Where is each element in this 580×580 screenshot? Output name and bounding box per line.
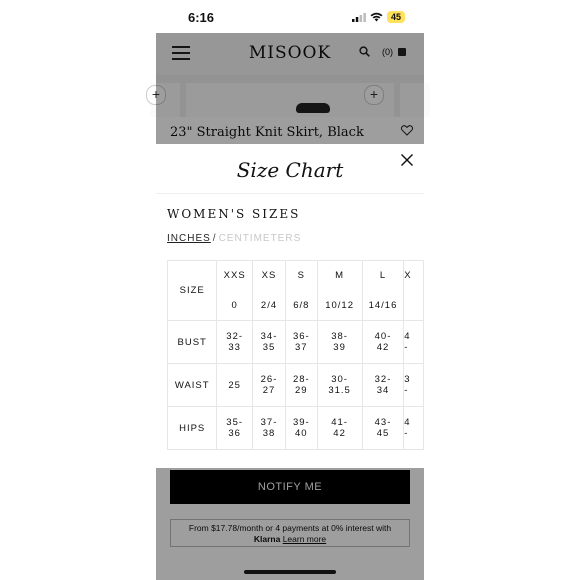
status-time: 6:16 [188, 10, 215, 25]
measure-cell: 43- 45 [362, 407, 404, 450]
size-chart-modal [156, 144, 424, 468]
modal-title: Size Chart [236, 158, 344, 182]
cart-count: (0) [382, 47, 393, 57]
wifi-icon [370, 12, 383, 22]
add-icon[interactable]: + [364, 85, 384, 105]
unit-inches-tab[interactable]: INCHES [167, 233, 211, 244]
measure-cell: 32- 34 [362, 364, 404, 407]
size-cell: XXS [217, 261, 253, 291]
modal-backdrop[interactable] [156, 468, 424, 580]
signal-icon [352, 13, 366, 22]
measure-cell: 38- 39 [317, 321, 362, 364]
add-icon[interactable]: + [146, 85, 166, 105]
product-title: 23" Straight Knit Skirt, Black [170, 125, 364, 140]
modal-backdrop[interactable] [156, 33, 424, 144]
notify-me-button[interactable]: NOTIFY ME [170, 470, 410, 504]
measure-cell: 39- 40 [286, 407, 317, 450]
size-cell: S [286, 261, 317, 291]
numeric-size-cell: 10/12 [317, 291, 362, 321]
section-title: WOMEN'S SIZES [167, 207, 301, 221]
klarna-logo: Klarna [253, 534, 281, 544]
numeric-size-cell: 6/8 [286, 291, 317, 321]
measure-cell: 4 - [404, 321, 424, 364]
row-label-waist: WAIST [168, 364, 217, 407]
measure-cell: 4 - [404, 407, 424, 450]
numeric-size-cell: 0 [217, 291, 253, 321]
close-icon[interactable] [400, 153, 414, 167]
measure-cell: 35- 36 [217, 407, 253, 450]
unit-separator: / [212, 233, 217, 244]
row-label-bust: BUST [168, 321, 217, 364]
row-label-size: SIZE [168, 261, 217, 321]
measure-cell: 25 [217, 364, 253, 407]
numeric-size-cell: 14/16 [362, 291, 404, 321]
table-row-bust [168, 321, 424, 364]
measure-cell: 40- 42 [362, 321, 404, 364]
measure-cell: 26- 27 [252, 364, 285, 407]
numeric-size-cell [404, 291, 424, 321]
learn-more-link[interactable]: Learn more [282, 534, 327, 544]
row-label-hips: HIPS [168, 407, 217, 450]
measure-cell: 30- 31.5 [317, 364, 362, 407]
battery-indicator: 45 [387, 11, 405, 23]
size-cell: L [362, 261, 404, 291]
size-table [167, 260, 424, 450]
table-row-waist [168, 364, 424, 407]
measure-cell: 34- 35 [252, 321, 285, 364]
measure-cell: 36- 37 [286, 321, 317, 364]
site-logo[interactable]: MISOOK [248, 43, 332, 63]
measure-cell: 37- 38 [252, 407, 285, 450]
size-cell: X [404, 261, 424, 291]
size-cell: M [317, 261, 362, 291]
phone-screen [151, 0, 424, 580]
size-cell: XS [252, 261, 285, 291]
table-row-hips [168, 407, 424, 450]
measure-cell: 3 - [404, 364, 424, 407]
klarna-text: From $17.78/month or 4 payments at 0% interest with [188, 523, 392, 533]
measure-cell: 28- 29 [286, 364, 317, 407]
measure-cell: 41- 42 [317, 407, 362, 450]
home-indicator [244, 570, 336, 574]
numeric-size-cell: 2/4 [252, 291, 285, 321]
unit-centimeters-tab[interactable]: CENTIMETERS [218, 233, 302, 244]
unit-toggle [167, 233, 301, 244]
divider [156, 193, 424, 194]
status-bar [156, 0, 424, 33]
measure-cell: 32- 33 [217, 321, 253, 364]
